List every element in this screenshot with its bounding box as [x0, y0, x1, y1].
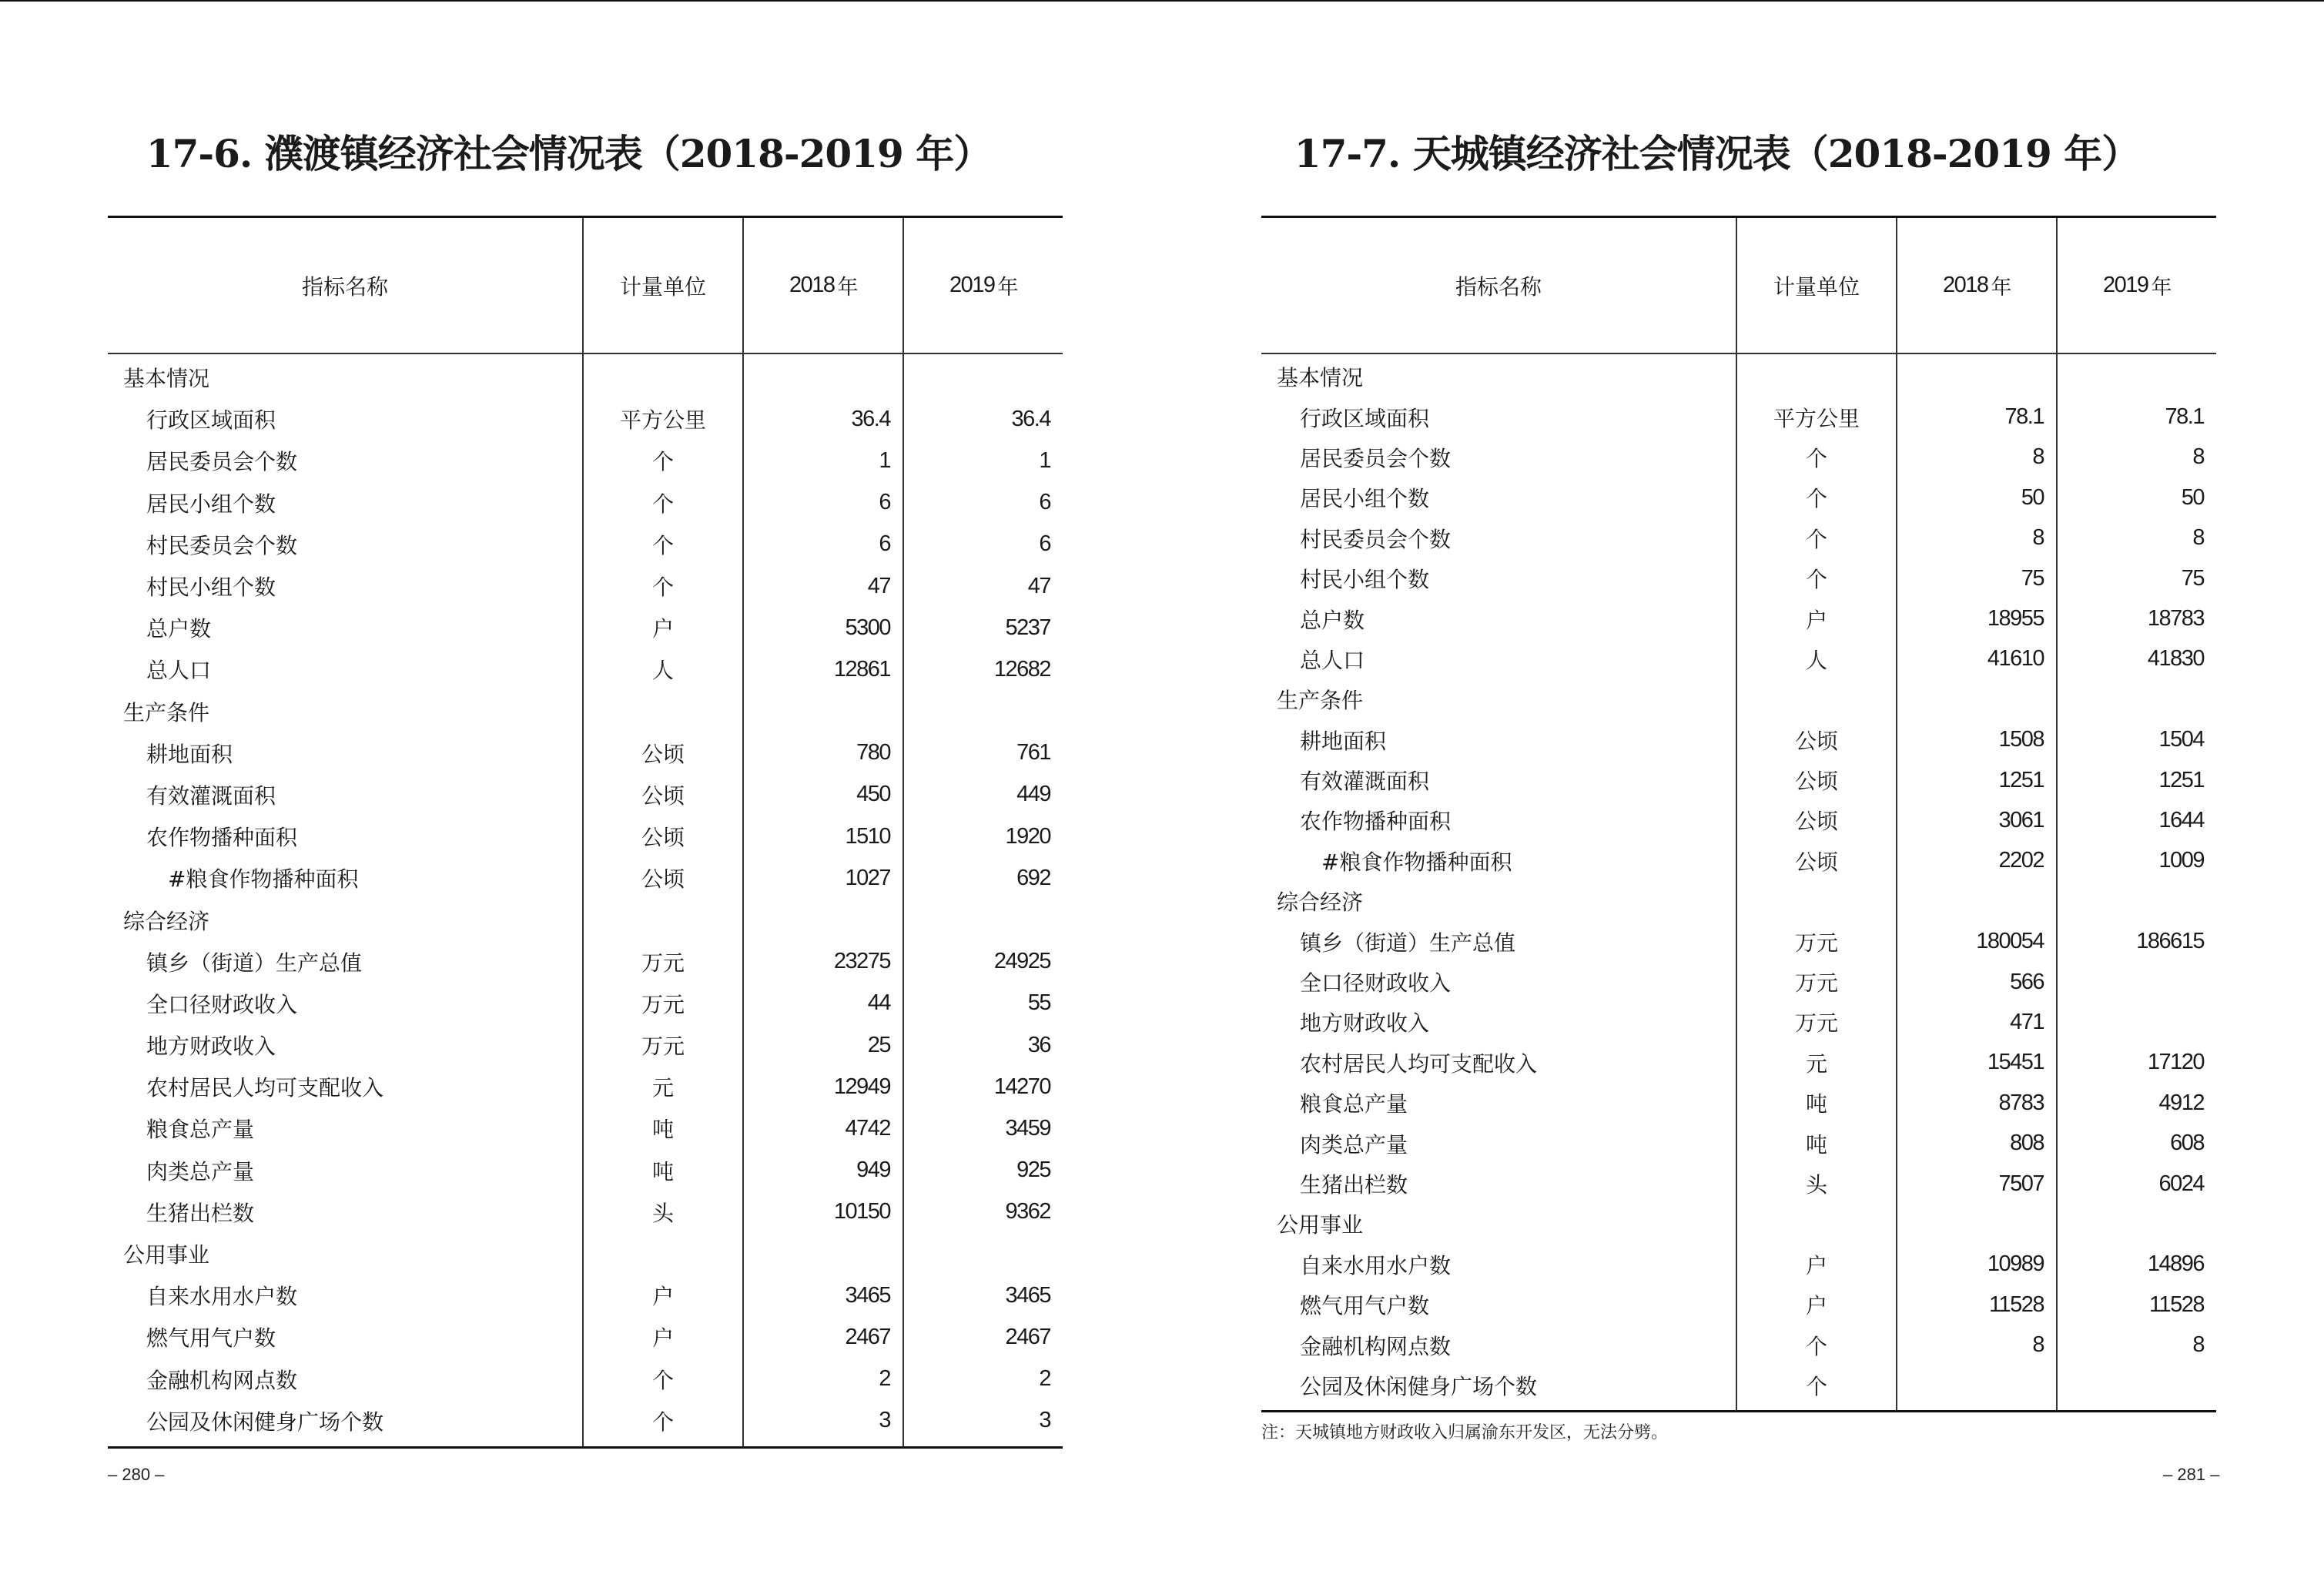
indicator-name: 有效灌溉面积 — [108, 774, 584, 816]
value-2018: 180054 — [1897, 921, 2058, 961]
unit-cell: 个 — [584, 565, 744, 607]
table-row — [1261, 921, 2216, 961]
unit-cell — [584, 899, 744, 940]
value-2019 — [2058, 962, 2216, 1002]
indicator-name: 村民小组个数 — [1261, 558, 1737, 598]
header-2018-suffix: 年 — [837, 276, 857, 300]
indicator-name: 自来水用水户数 — [108, 1275, 584, 1316]
indicator-name: 公园及休闲健身广场个数 — [108, 1400, 584, 1442]
table-row — [1261, 841, 2216, 881]
value-2019: 1504 — [2158, 727, 2204, 752]
value-2019 — [2058, 1002, 2216, 1042]
indicator-name: #粮食作物播种面积 — [108, 857, 584, 899]
header-2019-year: 2019 — [2102, 273, 2148, 297]
indicator-name: 燃气用气户数 — [1261, 1285, 1737, 1325]
unit-cell: 个 — [584, 524, 744, 565]
unit-cell: 公顷 — [584, 774, 744, 816]
body-spacer — [108, 1442, 1063, 1446]
value-2018 — [1897, 1204, 2058, 1244]
unit-cell: 万元 — [584, 983, 744, 1024]
table-row — [1261, 477, 2216, 518]
value-2018 — [1897, 881, 2058, 921]
value-2019: 14270 — [993, 1074, 1050, 1099]
value-2018: 12861 — [744, 648, 904, 690]
body-spacer — [1261, 1405, 2216, 1410]
unit-cell: 户 — [1737, 1285, 1897, 1325]
value-2018: 566 — [1897, 962, 2058, 1002]
value-2018: 5300 — [744, 607, 904, 648]
table-row — [1261, 720, 2216, 760]
indicator-name: 基本情况 — [1261, 357, 1737, 397]
header-2018 — [744, 218, 904, 353]
header-indicator-name: 指标名称 — [108, 218, 584, 353]
table-row — [1261, 1083, 2216, 1123]
table-row — [1261, 760, 2216, 800]
table-row — [108, 607, 1063, 648]
value-2019: 6024 — [2158, 1171, 2204, 1196]
table-row — [1261, 1285, 2216, 1325]
table-bottom-rule — [1261, 1410, 2216, 1412]
unit-cell: 元 — [1737, 1043, 1897, 1083]
table-section-row — [108, 691, 1063, 732]
value-2018: 3061 — [1897, 800, 2058, 840]
value-2018: 8 — [1897, 518, 2058, 558]
table-row — [108, 732, 1063, 774]
table-header — [1261, 218, 2216, 353]
value-2018 — [1897, 679, 2058, 719]
table-section-row — [108, 1233, 1063, 1275]
indicator-name: 公用事业 — [1261, 1204, 1737, 1244]
table-section-row — [108, 357, 1063, 398]
indicator-name: 全口径财政收入 — [1261, 962, 1737, 1002]
value-2018: 8 — [1897, 437, 2058, 477]
indicator-name: 农作物播种面积 — [1261, 800, 1737, 840]
header-2019 — [2058, 218, 2216, 353]
unit-cell: 户 — [1737, 1245, 1897, 1285]
unit-cell: 吨 — [1737, 1123, 1897, 1163]
table-row — [1261, 518, 2216, 558]
value-2019: 55 — [1027, 990, 1050, 1016]
unit-cell: 人 — [584, 648, 744, 690]
unit-cell: 公顷 — [584, 816, 744, 857]
value-2019: 1251 — [2158, 767, 2204, 792]
value-2019: 1920 — [1005, 823, 1050, 849]
value-2019: 5237 — [1005, 615, 1050, 640]
value-2018: 25 — [744, 1024, 904, 1066]
table-row — [108, 1359, 1063, 1400]
table-row — [108, 774, 1063, 816]
indicator-name: 镇乡（街道）生产总值 — [108, 941, 584, 983]
table-row — [1261, 962, 2216, 1002]
table-row — [108, 816, 1063, 857]
indicator-name: 生产条件 — [108, 691, 584, 732]
table-row — [108, 482, 1063, 524]
unit-cell: 万元 — [584, 1024, 744, 1066]
value-2019: 6 — [1039, 490, 1050, 515]
value-2018: 7507 — [1897, 1164, 2058, 1204]
value-2018: 3465 — [744, 1275, 904, 1316]
value-2018: 78.1 — [1897, 397, 2058, 437]
value-2018: 50 — [1897, 477, 2058, 518]
unit-cell — [1737, 881, 1897, 921]
indicator-name: 农作物播种面积 — [108, 816, 584, 857]
unit-cell: 公顷 — [584, 732, 744, 774]
indicator-name: 耕地面积 — [1261, 720, 1737, 760]
table-row — [108, 565, 1063, 607]
value-2019: 78.1 — [2165, 404, 2204, 430]
indicator-name: 总户数 — [1261, 598, 1737, 638]
indicator-name: 村民委员会个数 — [1261, 518, 1737, 558]
indicator-name: 综合经济 — [108, 899, 584, 940]
unit-cell: 公顷 — [584, 857, 744, 899]
value-2018 — [744, 691, 904, 732]
value-2019 — [2058, 881, 2216, 921]
unit-cell: 公顷 — [1737, 841, 1897, 881]
header-unit: 计量单位 — [1737, 218, 1897, 353]
value-2019 — [2058, 1204, 2216, 1244]
unit-cell: 公顷 — [1737, 760, 1897, 800]
header-2018-suffix: 年 — [1991, 276, 2011, 300]
table-row — [1261, 1365, 2216, 1405]
value-2018: 1510 — [744, 816, 904, 857]
value-2019: 24925 — [993, 949, 1050, 974]
header-2019 — [904, 218, 1063, 353]
indicator-name: 居民小组个数 — [1261, 477, 1737, 518]
value-2018: 47 — [744, 565, 904, 607]
value-2019: 17120 — [2147, 1050, 2204, 1075]
unit-cell: 户 — [584, 1275, 744, 1316]
value-2019: 18783 — [2147, 606, 2204, 632]
table-footnote: 注：天城镇地方财政收入归属渝东开发区，无法分劈。 — [1261, 1423, 1669, 1442]
value-2018: 23275 — [744, 941, 904, 983]
value-2018: 15451 — [1897, 1043, 2058, 1083]
table-row — [108, 983, 1063, 1024]
value-2018: 808 — [1897, 1123, 2058, 1163]
table-row — [108, 1275, 1063, 1316]
value-2018: 780 — [744, 732, 904, 774]
unit-cell: 户 — [584, 1316, 744, 1358]
table-bottom-rule — [108, 1446, 1063, 1449]
header-2019-year: 2019 — [949, 273, 995, 297]
value-2019: 8 — [2192, 525, 2204, 551]
value-2018: 6 — [744, 524, 904, 565]
value-2018: 2467 — [744, 1316, 904, 1358]
unit-cell: 吨 — [1737, 1083, 1897, 1123]
indicator-name: 农村居民人均可支配收入 — [108, 1066, 584, 1107]
table-title: 17-6. 濮渡镇经济社会情况表（2018-2019 年） — [146, 131, 992, 176]
value-2019: 186615 — [2136, 929, 2204, 954]
table-row — [108, 1191, 1063, 1233]
table-section-row — [1261, 1204, 2216, 1244]
header-unit: 计量单位 — [584, 218, 744, 353]
indicator-name: 行政区域面积 — [1261, 397, 1737, 437]
table-row — [108, 524, 1063, 565]
indicator-name: 综合经济 — [1261, 881, 1737, 921]
table-row — [1261, 598, 2216, 638]
unit-cell — [1737, 679, 1897, 719]
value-2019: 2467 — [1005, 1324, 1050, 1349]
table-body — [1261, 357, 2216, 1405]
unit-cell: 万元 — [1737, 1002, 1897, 1042]
indicator-name: #粮食作物播种面积 — [1261, 841, 1737, 881]
value-2019 — [904, 357, 1063, 398]
indicator-name: 全口径财政收入 — [108, 983, 584, 1024]
value-2019: 75 — [2181, 565, 2204, 591]
unit-cell: 个 — [1737, 437, 1897, 477]
unit-cell — [584, 1233, 744, 1275]
indicator-name: 行政区域面积 — [108, 398, 584, 440]
value-2018: 2 — [744, 1359, 904, 1400]
value-2019 — [2058, 1365, 2216, 1405]
value-2019: 36.4 — [1011, 406, 1050, 431]
indicator-name: 居民委员会个数 — [1261, 437, 1737, 477]
value-2019 — [904, 691, 1063, 732]
header-2019-suffix: 年 — [2151, 276, 2171, 300]
value-2018 — [744, 899, 904, 940]
indicator-name: 基本情况 — [108, 357, 584, 398]
unit-cell: 平方公里 — [584, 398, 744, 440]
table-row — [1261, 1043, 2216, 1083]
indicator-name: 村民委员会个数 — [108, 524, 584, 565]
value-2019 — [2058, 357, 2216, 397]
indicator-name: 地方财政收入 — [108, 1024, 584, 1066]
unit-cell — [1737, 357, 1897, 397]
unit-cell: 个 — [1737, 558, 1897, 598]
indicator-name: 总人口 — [1261, 639, 1737, 679]
indicator-name: 居民小组个数 — [108, 482, 584, 524]
value-2018 — [1897, 357, 2058, 397]
indicator-name: 公园及休闲健身广场个数 — [1261, 1365, 1737, 1405]
value-2018: 36.4 — [744, 398, 904, 440]
table-row — [1261, 1164, 2216, 1204]
table-row — [1261, 1245, 2216, 1285]
header-2019-suffix: 年 — [997, 276, 1017, 300]
indicator-name: 居民委员会个数 — [108, 440, 584, 481]
value-2019: 925 — [1016, 1157, 1050, 1183]
value-2019: 12682 — [993, 656, 1050, 682]
table-section-row — [1261, 357, 2216, 397]
value-2018: 6 — [744, 482, 904, 524]
indicator-name: 耕地面积 — [108, 732, 584, 774]
value-2019: 6 — [1039, 531, 1050, 557]
indicator-name: 燃气用气户数 — [108, 1316, 584, 1358]
value-2018: 2202 — [1897, 841, 2058, 881]
indicator-name: 粮食总产量 — [1261, 1083, 1737, 1123]
value-2018: 11528 — [1897, 1285, 2058, 1325]
value-2018: 41610 — [1897, 639, 2058, 679]
unit-cell: 个 — [584, 1400, 744, 1442]
table-row — [108, 398, 1063, 440]
unit-cell: 万元 — [584, 941, 744, 983]
value-2019: 8 — [2192, 1332, 2204, 1358]
value-2019: 9362 — [1005, 1199, 1050, 1225]
unit-cell: 吨 — [584, 1107, 744, 1149]
value-2018: 1251 — [1897, 760, 2058, 800]
value-2018: 4742 — [744, 1107, 904, 1149]
table-row — [108, 1400, 1063, 1442]
value-2019: 36 — [1027, 1032, 1050, 1057]
value-2018: 44 — [744, 983, 904, 1024]
indicator-name: 生产条件 — [1261, 679, 1737, 719]
table-row — [108, 1024, 1063, 1066]
unit-cell — [1737, 1204, 1897, 1244]
header-2018 — [1897, 218, 2058, 353]
table-title: 17-7. 天城镇经济社会情况表（2018-2019 年） — [1294, 131, 2140, 176]
value-2019: 8 — [2192, 444, 2204, 470]
indicator-name: 肉类总产量 — [108, 1150, 584, 1191]
value-2018: 1508 — [1897, 720, 2058, 760]
value-2019: 608 — [2170, 1131, 2204, 1156]
table-row — [1261, 397, 2216, 437]
value-2018 — [744, 357, 904, 398]
table-row — [1261, 1123, 2216, 1163]
value-2019 — [904, 899, 1063, 940]
value-2018: 8 — [1897, 1325, 2058, 1365]
value-2019: 761 — [1016, 740, 1050, 766]
indicator-name: 公用事业 — [108, 1233, 584, 1275]
indicator-name: 村民小组个数 — [108, 565, 584, 607]
indicator-name: 金融机构网点数 — [108, 1359, 584, 1400]
value-2018: 12949 — [744, 1066, 904, 1107]
value-2019: 4912 — [2158, 1090, 2204, 1115]
indicator-name: 金融机构网点数 — [1261, 1325, 1737, 1365]
table-body — [108, 357, 1063, 1442]
unit-cell: 个 — [1737, 477, 1897, 518]
page-number: – 280 – — [108, 1465, 165, 1484]
unit-cell — [584, 357, 744, 398]
page-number: – 281 – — [2163, 1465, 2220, 1484]
statistics-table — [108, 216, 1063, 1449]
header-2018-year: 2018 — [789, 273, 835, 297]
value-2019: 692 — [1016, 865, 1050, 890]
unit-cell: 户 — [1737, 598, 1897, 638]
indicator-name: 生猪出栏数 — [108, 1191, 584, 1233]
indicator-name: 粮食总产量 — [108, 1107, 584, 1149]
header-indicator-name: 指标名称 — [1261, 218, 1737, 353]
unit-cell: 个 — [1737, 1325, 1897, 1365]
unit-cell — [584, 691, 744, 732]
table-row — [1261, 800, 2216, 840]
indicator-name: 肉类总产量 — [1261, 1123, 1737, 1163]
table-row — [1261, 1325, 2216, 1365]
unit-cell: 人 — [1737, 639, 1897, 679]
value-2018: 1027 — [744, 857, 904, 899]
unit-cell: 个 — [584, 1359, 744, 1400]
value-2018: 3 — [744, 1400, 904, 1442]
value-2018: 949 — [744, 1150, 904, 1191]
value-2018: 18955 — [1897, 598, 2058, 638]
indicator-name: 自来水用水户数 — [1261, 1245, 1737, 1285]
value-2019: 1 — [1039, 447, 1050, 473]
value-2019: 11528 — [2149, 1292, 2204, 1317]
value-2019: 3459 — [1005, 1115, 1050, 1141]
value-2019: 449 — [1016, 782, 1050, 807]
table-row — [1261, 558, 2216, 598]
table-row — [1261, 639, 2216, 679]
unit-cell: 户 — [584, 607, 744, 648]
table-row — [108, 857, 1063, 899]
value-2019: 41830 — [2147, 646, 2204, 672]
value-2019: 1644 — [2158, 807, 2204, 833]
unit-cell: 公顷 — [1737, 720, 1897, 760]
table-row — [1261, 1002, 2216, 1042]
indicator-name: 总户数 — [108, 607, 584, 648]
indicator-name: 有效灌溉面积 — [1261, 760, 1737, 800]
value-2018 — [744, 1233, 904, 1275]
table-section-row — [1261, 881, 2216, 921]
value-2019: 50 — [2181, 484, 2204, 510]
indicator-name: 镇乡（街道）生产总值 — [1261, 921, 1737, 961]
value-2018: 10150 — [744, 1191, 904, 1233]
value-2018: 8783 — [1897, 1083, 2058, 1123]
unit-cell: 个 — [584, 482, 744, 524]
value-2019 — [904, 1233, 1063, 1275]
value-2018 — [1897, 1365, 2058, 1405]
table-row — [108, 648, 1063, 690]
table-header — [108, 218, 1063, 353]
header-2018-year: 2018 — [1942, 273, 1988, 297]
table-row — [108, 941, 1063, 983]
unit-cell: 个 — [1737, 1365, 1897, 1405]
value-2019: 3465 — [1005, 1282, 1050, 1308]
page-right — [1162, 0, 2324, 1588]
indicator-name: 地方财政收入 — [1261, 1002, 1737, 1042]
indicator-name: 生猪出栏数 — [1261, 1164, 1737, 1204]
value-2018: 1 — [744, 440, 904, 481]
table-row — [108, 1107, 1063, 1149]
value-2019: 47 — [1027, 573, 1050, 598]
unit-cell: 公顷 — [1737, 800, 1897, 840]
value-2018: 450 — [744, 774, 904, 816]
unit-cell: 万元 — [1737, 921, 1897, 961]
unit-cell: 头 — [584, 1191, 744, 1233]
table-row — [1261, 437, 2216, 477]
value-2019 — [2058, 679, 2216, 719]
table-row — [108, 1150, 1063, 1191]
unit-cell: 个 — [584, 440, 744, 481]
value-2018: 75 — [1897, 558, 2058, 598]
value-2019: 3 — [1039, 1408, 1050, 1433]
indicator-name: 总人口 — [108, 648, 584, 690]
unit-cell: 吨 — [584, 1150, 744, 1191]
table-row — [108, 1066, 1063, 1107]
value-2018: 10989 — [1897, 1245, 2058, 1285]
table-row — [108, 1316, 1063, 1358]
unit-cell: 平方公里 — [1737, 397, 1897, 437]
unit-cell: 个 — [1737, 518, 1897, 558]
value-2019: 1009 — [2158, 848, 2204, 873]
table-row — [108, 440, 1063, 481]
value-2019: 2 — [1039, 1366, 1050, 1392]
table-section-row — [108, 899, 1063, 940]
table-section-row — [1261, 679, 2216, 719]
value-2018: 471 — [1897, 1002, 2058, 1042]
unit-cell: 万元 — [1737, 962, 1897, 1002]
unit-cell: 头 — [1737, 1164, 1897, 1204]
value-2019: 14896 — [2147, 1251, 2204, 1277]
statistics-table — [1261, 216, 2216, 1412]
unit-cell: 元 — [584, 1066, 744, 1107]
indicator-name: 农村居民人均可支配收入 — [1261, 1043, 1737, 1083]
